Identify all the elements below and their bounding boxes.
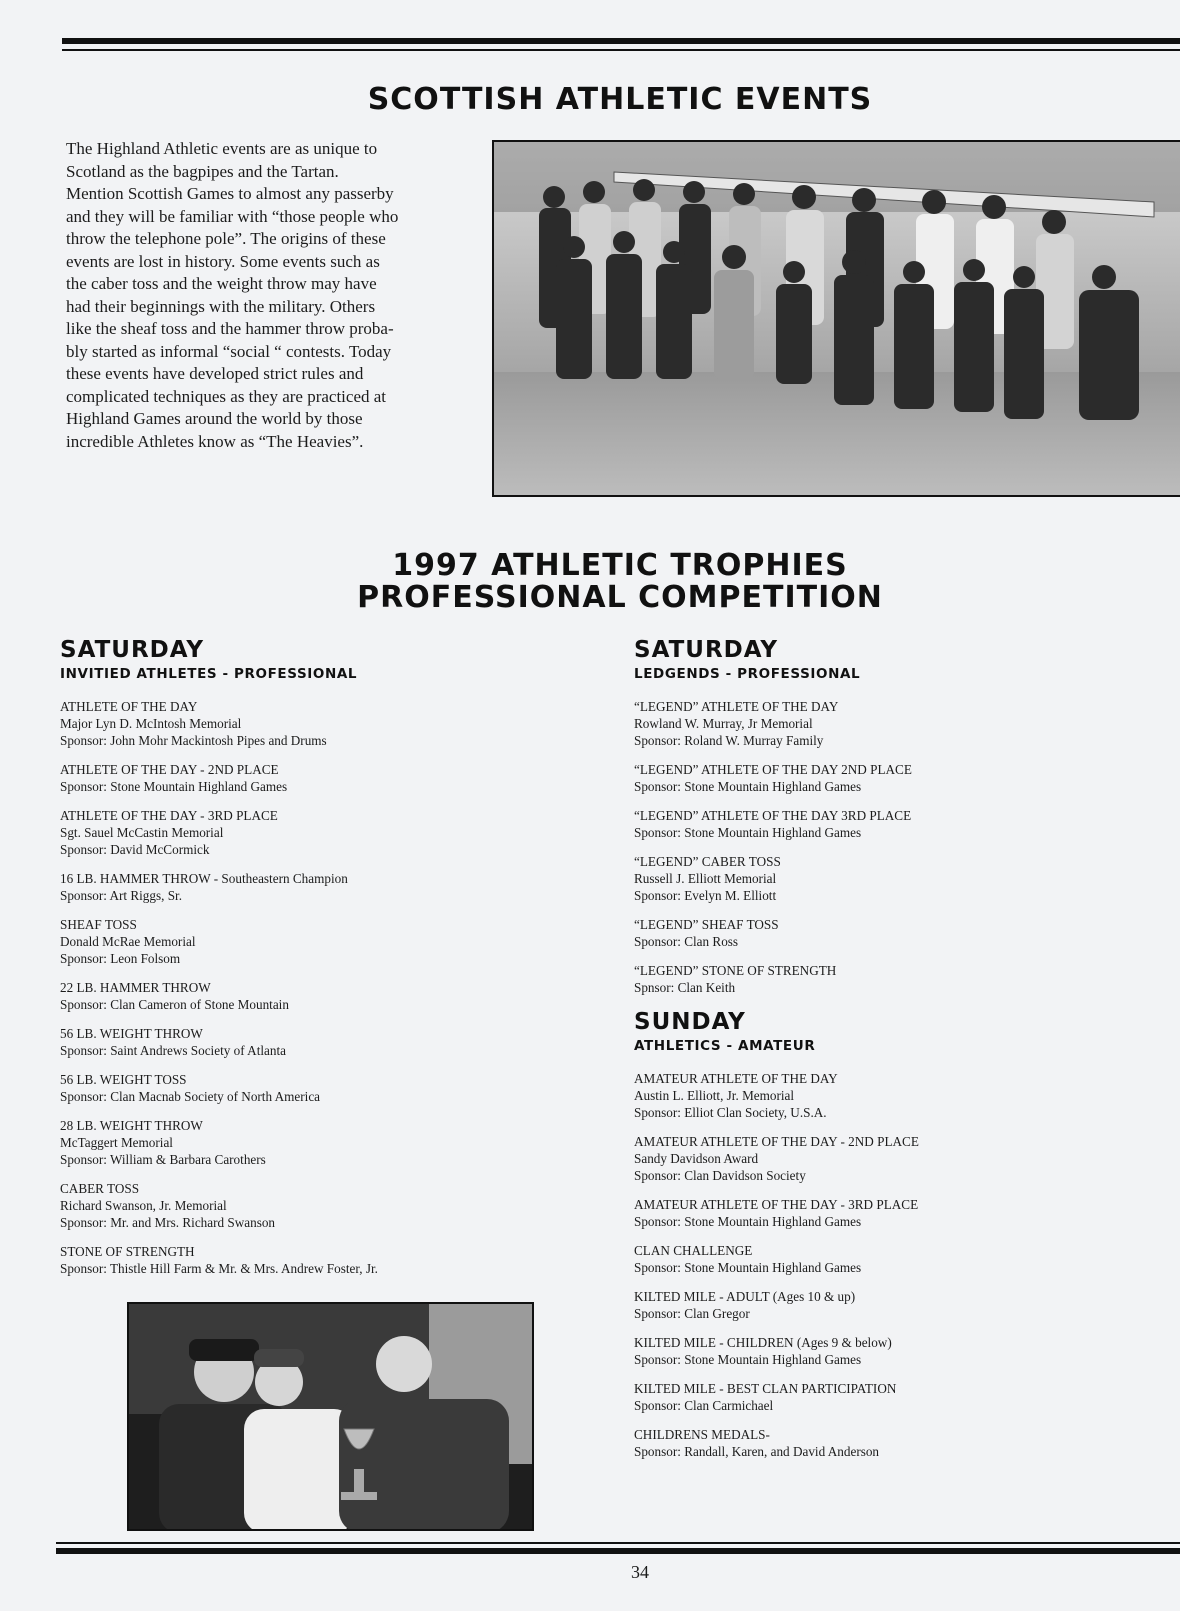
intro-paragraph bbox=[66, 138, 441, 453]
trophy-detail: Sponsor: Clan Davidson Society bbox=[634, 1168, 806, 1183]
trophy-name: KILTED MILE - CHILDREN (Ages 9 & below) bbox=[634, 1335, 892, 1350]
trophy-name: “LEGEND” ATHLETE OF THE DAY bbox=[634, 699, 839, 714]
trophy-detail: Sponsor: Stone Mountain Highland Games bbox=[634, 1214, 862, 1229]
trophy-detail: Austin L. Elliott, Jr. Memorial bbox=[634, 1088, 795, 1103]
trophy-name: AMATEUR ATHLETE OF THE DAY - 3RD PLACE bbox=[634, 1197, 919, 1212]
intro-line: the caber toss and the weight throw may have bbox=[66, 274, 377, 293]
trophy-detail: Sponsor: Leon Folsom bbox=[60, 951, 181, 966]
intro-line: like the sheaf toss and the hammer throw proba- bbox=[66, 319, 394, 338]
trophy-name: 56 LB. WEIGHT THROW bbox=[60, 1026, 203, 1041]
trophy-detail: Major Lyn D. McIntosh Memorial bbox=[60, 716, 242, 731]
trophy-entry bbox=[634, 1242, 1154, 1276]
trophy-detail: Sponsor: Thistle Hill Farm & Mr. & Mrs. Andrew Foster, Jr. bbox=[60, 1261, 378, 1276]
intro-line: Highland Games around the world by those bbox=[66, 409, 363, 428]
right-column bbox=[634, 636, 1154, 1472]
trophy-detail: Donald McRae Memorial bbox=[60, 934, 196, 949]
intro-line: complicated techniques as they are practiced at bbox=[66, 386, 387, 406]
trophy-detail: Sponsor: John Mohr Mackintosh Pipes and Drums bbox=[60, 733, 327, 748]
trophy-entry bbox=[634, 1070, 1154, 1121]
intro-line: incredible Athletes know as “The Heavies”. bbox=[66, 431, 364, 451]
trophy-name: SHEAF TOSS bbox=[60, 917, 137, 932]
trophy-detail: Sponsor: Stone Mountain Highland Games bbox=[634, 825, 862, 840]
section-subhead: INVITIED ATHLETES - PROFESSIONAL bbox=[60, 666, 358, 682]
trophy-detail: Sponsor: Clan Gregor bbox=[634, 1306, 750, 1321]
trophy-entry bbox=[60, 1243, 520, 1277]
top-rule-thin bbox=[62, 49, 1180, 51]
trophy-name: “LEGEND” CABER TOSS bbox=[634, 854, 781, 869]
trophy-name: 28 LB. WEIGHT THROW bbox=[60, 1118, 203, 1133]
trophy-detail: Sponsor: Evelyn M. Elliott bbox=[634, 888, 777, 903]
trophy-detail: McTaggert Memorial bbox=[60, 1135, 173, 1150]
trophy-detail: Sandy Davidson Award bbox=[634, 1151, 759, 1166]
day-heading-saturday-legends: SATURDAY bbox=[634, 637, 779, 663]
trophy-entry bbox=[60, 1180, 520, 1231]
page-title: SCOTTISH ATHLETIC EVENTS bbox=[367, 82, 873, 117]
trophy-name: KILTED MILE - BEST CLAN PARTICIPATION bbox=[634, 1381, 897, 1396]
trophy-entry bbox=[60, 916, 520, 967]
trophy-detail: Sponsor: Stone Mountain Highland Games bbox=[634, 779, 862, 794]
trophy-entry bbox=[634, 962, 1154, 996]
trophy-entry bbox=[634, 1196, 1154, 1230]
section-subhead: LEDGENDS - PROFESSIONAL bbox=[634, 666, 861, 682]
intro-line: and they will be familiar with “those people who bbox=[66, 206, 399, 226]
athletes-group-illustration bbox=[494, 142, 1180, 497]
trophy-detail: Sponsor: Elliot Clan Society, U.S.A. bbox=[634, 1105, 827, 1120]
trophy-entry bbox=[60, 761, 520, 795]
trophies-title-line1: 1997 ATHLETIC TROPHIES bbox=[392, 548, 848, 583]
trophy-name: ATHLETE OF THE DAY bbox=[60, 699, 198, 714]
trophy-detail: Sponsor: Randall, Karen, and David Anderson bbox=[634, 1444, 880, 1459]
trophy-detail: Sponsor: Clan Macnab Society of North America bbox=[60, 1089, 321, 1104]
trophy-name: CLAN CHALLENGE bbox=[634, 1243, 753, 1258]
trophy-name: STONE OF STRENGTH bbox=[60, 1244, 195, 1259]
trophy-name: 16 LB. HAMMER THROW - Southeastern Champion bbox=[60, 871, 348, 886]
trophy-detail: Sponsor: David McCormick bbox=[60, 842, 210, 857]
athletes-group-photo bbox=[492, 140, 1180, 497]
trophies-title bbox=[300, 550, 940, 614]
trophy-name: AMATEUR ATHLETE OF THE DAY bbox=[634, 1071, 838, 1086]
trophy-entry bbox=[634, 1334, 1154, 1368]
trophy-name: ATHLETE OF THE DAY - 2ND PLACE bbox=[60, 762, 279, 777]
trophy-entry bbox=[634, 1426, 1154, 1460]
trophy-detail: Sgt. Sauel McCastin Memorial bbox=[60, 825, 224, 840]
trophy-list bbox=[60, 698, 520, 1277]
trophy-detail: Spnsor: Clan Keith bbox=[634, 980, 736, 995]
trophy-detail: Sponsor: Stone Mountain Highland Games bbox=[634, 1352, 862, 1367]
trophy-detail: Sponsor: William & Barbara Carothers bbox=[60, 1152, 266, 1167]
trophy-name: CHILDRENS MEDALS- bbox=[634, 1427, 770, 1442]
bottom-rule-thick bbox=[56, 1548, 1180, 1554]
bottom-rule-thin bbox=[56, 1542, 1180, 1544]
trophy-entry bbox=[60, 979, 520, 1013]
trophies-title-line2: PROFESSIONAL COMPETITION bbox=[357, 580, 883, 615]
trophy-name: ATHLETE OF THE DAY - 3RD PLACE bbox=[60, 808, 278, 823]
intro-line: The Highland Athletic events are as unique to bbox=[66, 139, 378, 158]
intro-line: Mention Scottish Games to almost any passerby bbox=[66, 184, 394, 203]
top-rule-thick bbox=[62, 38, 1180, 44]
trophy-entry bbox=[60, 698, 520, 749]
intro-line: bly started as informal “social “ contests. Today bbox=[66, 341, 392, 361]
trophy-presentation-illustration bbox=[129, 1304, 534, 1531]
intro-line: events are lost in history. Some events such as bbox=[66, 251, 380, 271]
trophy-name: CABER TOSS bbox=[60, 1181, 140, 1196]
trophy-entry bbox=[634, 1288, 1154, 1322]
trophy-detail: Sponsor: Clan Ross bbox=[634, 934, 739, 949]
intro-line: throw the telephone pole”. The origins of these bbox=[66, 229, 386, 248]
trophy-name: “LEGEND” ATHLETE OF THE DAY 3RD PLACE bbox=[634, 808, 912, 823]
trophy-entry bbox=[60, 807, 520, 858]
trophy-entry bbox=[60, 870, 520, 904]
trophy-entry bbox=[60, 1071, 520, 1105]
trophy-detail: Sponsor: Art Riggs, Sr. bbox=[60, 888, 183, 903]
trophy-list bbox=[634, 698, 1154, 996]
trophy-detail: Sponsor: Mr. and Mrs. Richard Swanson bbox=[60, 1215, 276, 1230]
day-heading-saturday: SATURDAY bbox=[60, 637, 205, 663]
day-heading-sunday: SUNDAY bbox=[634, 1009, 746, 1035]
trophy-detail: Rowland W. Murray, Jr Memorial bbox=[634, 716, 813, 731]
trophy-name: 22 LB. HAMMER THROW bbox=[60, 980, 211, 995]
trophy-entry bbox=[634, 761, 1154, 795]
trophy-name: 56 LB. WEIGHT TOSS bbox=[60, 1072, 187, 1087]
trophy-entry bbox=[634, 1380, 1154, 1414]
trophy-entry bbox=[60, 1117, 520, 1168]
trophy-name: KILTED MILE - ADULT (Ages 10 & up) bbox=[634, 1289, 856, 1304]
trophy-list bbox=[634, 1070, 1154, 1460]
trophy-detail: Sponsor: Clan Cameron of Stone Mountain bbox=[60, 997, 289, 1012]
trophy-entry bbox=[634, 698, 1154, 749]
trophy-name: “LEGEND” SHEAF TOSS bbox=[634, 917, 779, 932]
trophy-entry bbox=[60, 1025, 520, 1059]
left-column bbox=[60, 636, 520, 1289]
trophy-entry bbox=[634, 1133, 1154, 1184]
trophy-entry bbox=[634, 807, 1154, 841]
intro-line: had their beginnings with the military. Others bbox=[66, 296, 376, 316]
page-number: 34 bbox=[631, 1562, 649, 1582]
intro-line: Scotland as the bagpipes and the Tartan. bbox=[66, 161, 339, 181]
trophy-name: “LEGEND” STONE OF STRENGTH bbox=[634, 963, 837, 978]
intro-line: these events have developed strict rules and bbox=[66, 364, 364, 383]
trophy-detail: Richard Swanson, Jr. Memorial bbox=[60, 1198, 227, 1213]
trophy-detail: Sponsor: Stone Mountain Highland Games bbox=[634, 1260, 862, 1275]
trophy-detail: Sponsor: Clan Carmichael bbox=[634, 1398, 774, 1413]
trophy-entry bbox=[634, 853, 1154, 904]
trophy-detail: Russell J. Elliott Memorial bbox=[634, 871, 777, 886]
trophy-name: “LEGEND” ATHLETE OF THE DAY 2ND PLACE bbox=[634, 762, 912, 777]
trophy-entry bbox=[634, 916, 1154, 950]
trophy-name: AMATEUR ATHLETE OF THE DAY - 2ND PLACE bbox=[634, 1134, 919, 1149]
trophy-presentation-photo bbox=[127, 1302, 534, 1531]
trophy-detail: Sponsor: Saint Andrews Society of Atlanta bbox=[60, 1043, 287, 1058]
section-subhead: ATHLETICS - AMATEUR bbox=[634, 1038, 816, 1054]
trophy-detail: Sponsor: Roland W. Murray Family bbox=[634, 733, 824, 748]
trophy-detail: Sponsor: Stone Mountain Highland Games bbox=[60, 779, 288, 794]
